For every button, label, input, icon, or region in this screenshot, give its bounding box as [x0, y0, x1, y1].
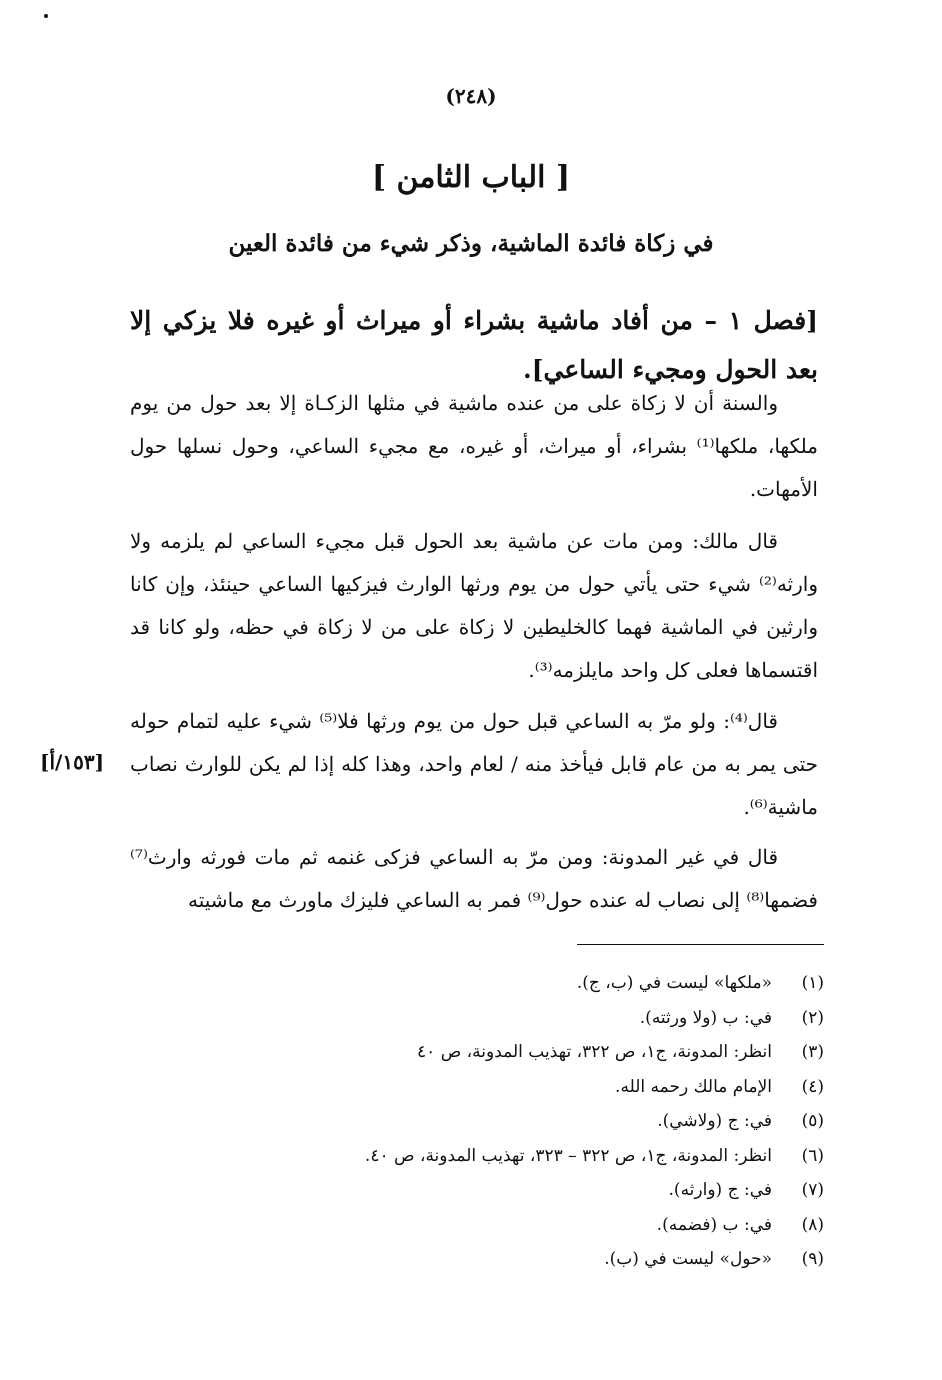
- footnote-number: (٣): [801, 1042, 824, 1063]
- paragraph-2: قال مالك: ومن مات عن ماشية بعد الحول قبل مجيء الساعي لم يلزمه ولا وارثه⁽²⁾ شيء حتى يأتي حول من يوم ورثها الوارث فيزكيها الساعي حينئذ، وإن كانا وارثين في الماشية فهما كالخليطين لا زكاة على من لا زكاة في حظه، ولو كانا قد اقتسماها فعلى كل واحد مايلزمه⁽³⁾.: [130, 529, 818, 682]
- footnote-item: [184, 1035, 824, 1070]
- paragraph-4: قال في غير المدونة: ومن مرّ به الساعي فزكى غنمه ثم مات فورثه وارث⁽⁷⁾ فضمها⁽⁸⁾ إلى نصاب له عنده حول⁽⁹⁾ فمر به الساعي فليزك ماورث مع ماشيته: [130, 845, 818, 912]
- footnote-item: [184, 1070, 824, 1105]
- footnote-text: في: ب (فضمه).: [656, 1214, 772, 1235]
- footnote-item: [184, 1139, 824, 1174]
- page-number: (٢٤٨): [445, 84, 497, 108]
- footnote-number: (٧): [801, 1180, 824, 1201]
- footnotes-list: [184, 966, 824, 1277]
- footnote-number: (١): [801, 973, 824, 994]
- footnote-number: (٤): [801, 1076, 824, 1097]
- footnote-number: (٨): [801, 1214, 824, 1235]
- footnote-number: (٥): [801, 1111, 824, 1132]
- footnote-item: [184, 1208, 824, 1243]
- footnote-item: [184, 966, 824, 1001]
- footnote-text: الإمام مالك رحمه الله.: [615, 1076, 772, 1097]
- section-heading: [فصل ١ – من أفاد ماشية بشراء أو ميراث أو غيره فلا يزكي إلا بعد الحول ومجيء الساعي].: [130, 306, 818, 384]
- footnote-text: انظر: المدونة، ج١، ص ٣٢٢، تهذيب المدونة، ص ٤٠: [417, 1042, 772, 1063]
- footnote-number: (٢): [801, 1007, 824, 1028]
- scan-speck: [44, 14, 48, 18]
- chapter-subtitle: في زكاة فائدة الماشية، وذكر شيء من فائدة العين: [228, 230, 714, 257]
- chapter-title: [ الباب الثامن ]: [371, 160, 571, 195]
- footnote-text: «حول» ليست في (ب).: [604, 1249, 772, 1270]
- footnote-item: [184, 1104, 824, 1139]
- footnote-number: (٩): [801, 1249, 824, 1270]
- footnote-item: [184, 1001, 824, 1036]
- footnote-text: انظر: المدونة، ج١، ص ٣٢٢ – ٣٢٣، تهذيب المدونة، ص ٤٠.: [364, 1145, 772, 1166]
- footnote-number: (٦): [801, 1145, 824, 1166]
- paragraph-3: قال⁽⁴⁾: ولو مرّ به الساعي قبل حول من يوم ورثها فلا⁽⁵⁾ شيء عليه لتمام حوله حتى يمر به من عام قابل فيأخذ منه / لعام واحد، وهذا كله إذا لم يكن للوارث نصاب ماشية⁽⁶⁾.: [130, 709, 818, 819]
- footnote-text: في: ج (ولاشي).: [657, 1111, 772, 1132]
- footnote-item: [184, 1173, 824, 1208]
- paragraph-1: والسنة أن لا زكاة على من عنده ماشية في مثلها الزكـاة إلا بعد حول من يوم ملكها، ملكها⁽¹⁾ بشراء، أو ميراث، أو غيره، مع مجيء الساعي، وحول نسلها حول الأمهات.: [130, 391, 819, 501]
- footnote-text: في: ب (ولا ورثته).: [639, 1007, 772, 1028]
- footnote-item: [184, 1242, 824, 1277]
- footnote-text: في: ج (وارثه).: [668, 1180, 772, 1201]
- footnote-text: «ملكها» ليست في (ب، ج).: [576, 973, 772, 994]
- footnote-divider: [577, 944, 824, 945]
- folio-marker: [١٥٣/أ]: [40, 750, 105, 774]
